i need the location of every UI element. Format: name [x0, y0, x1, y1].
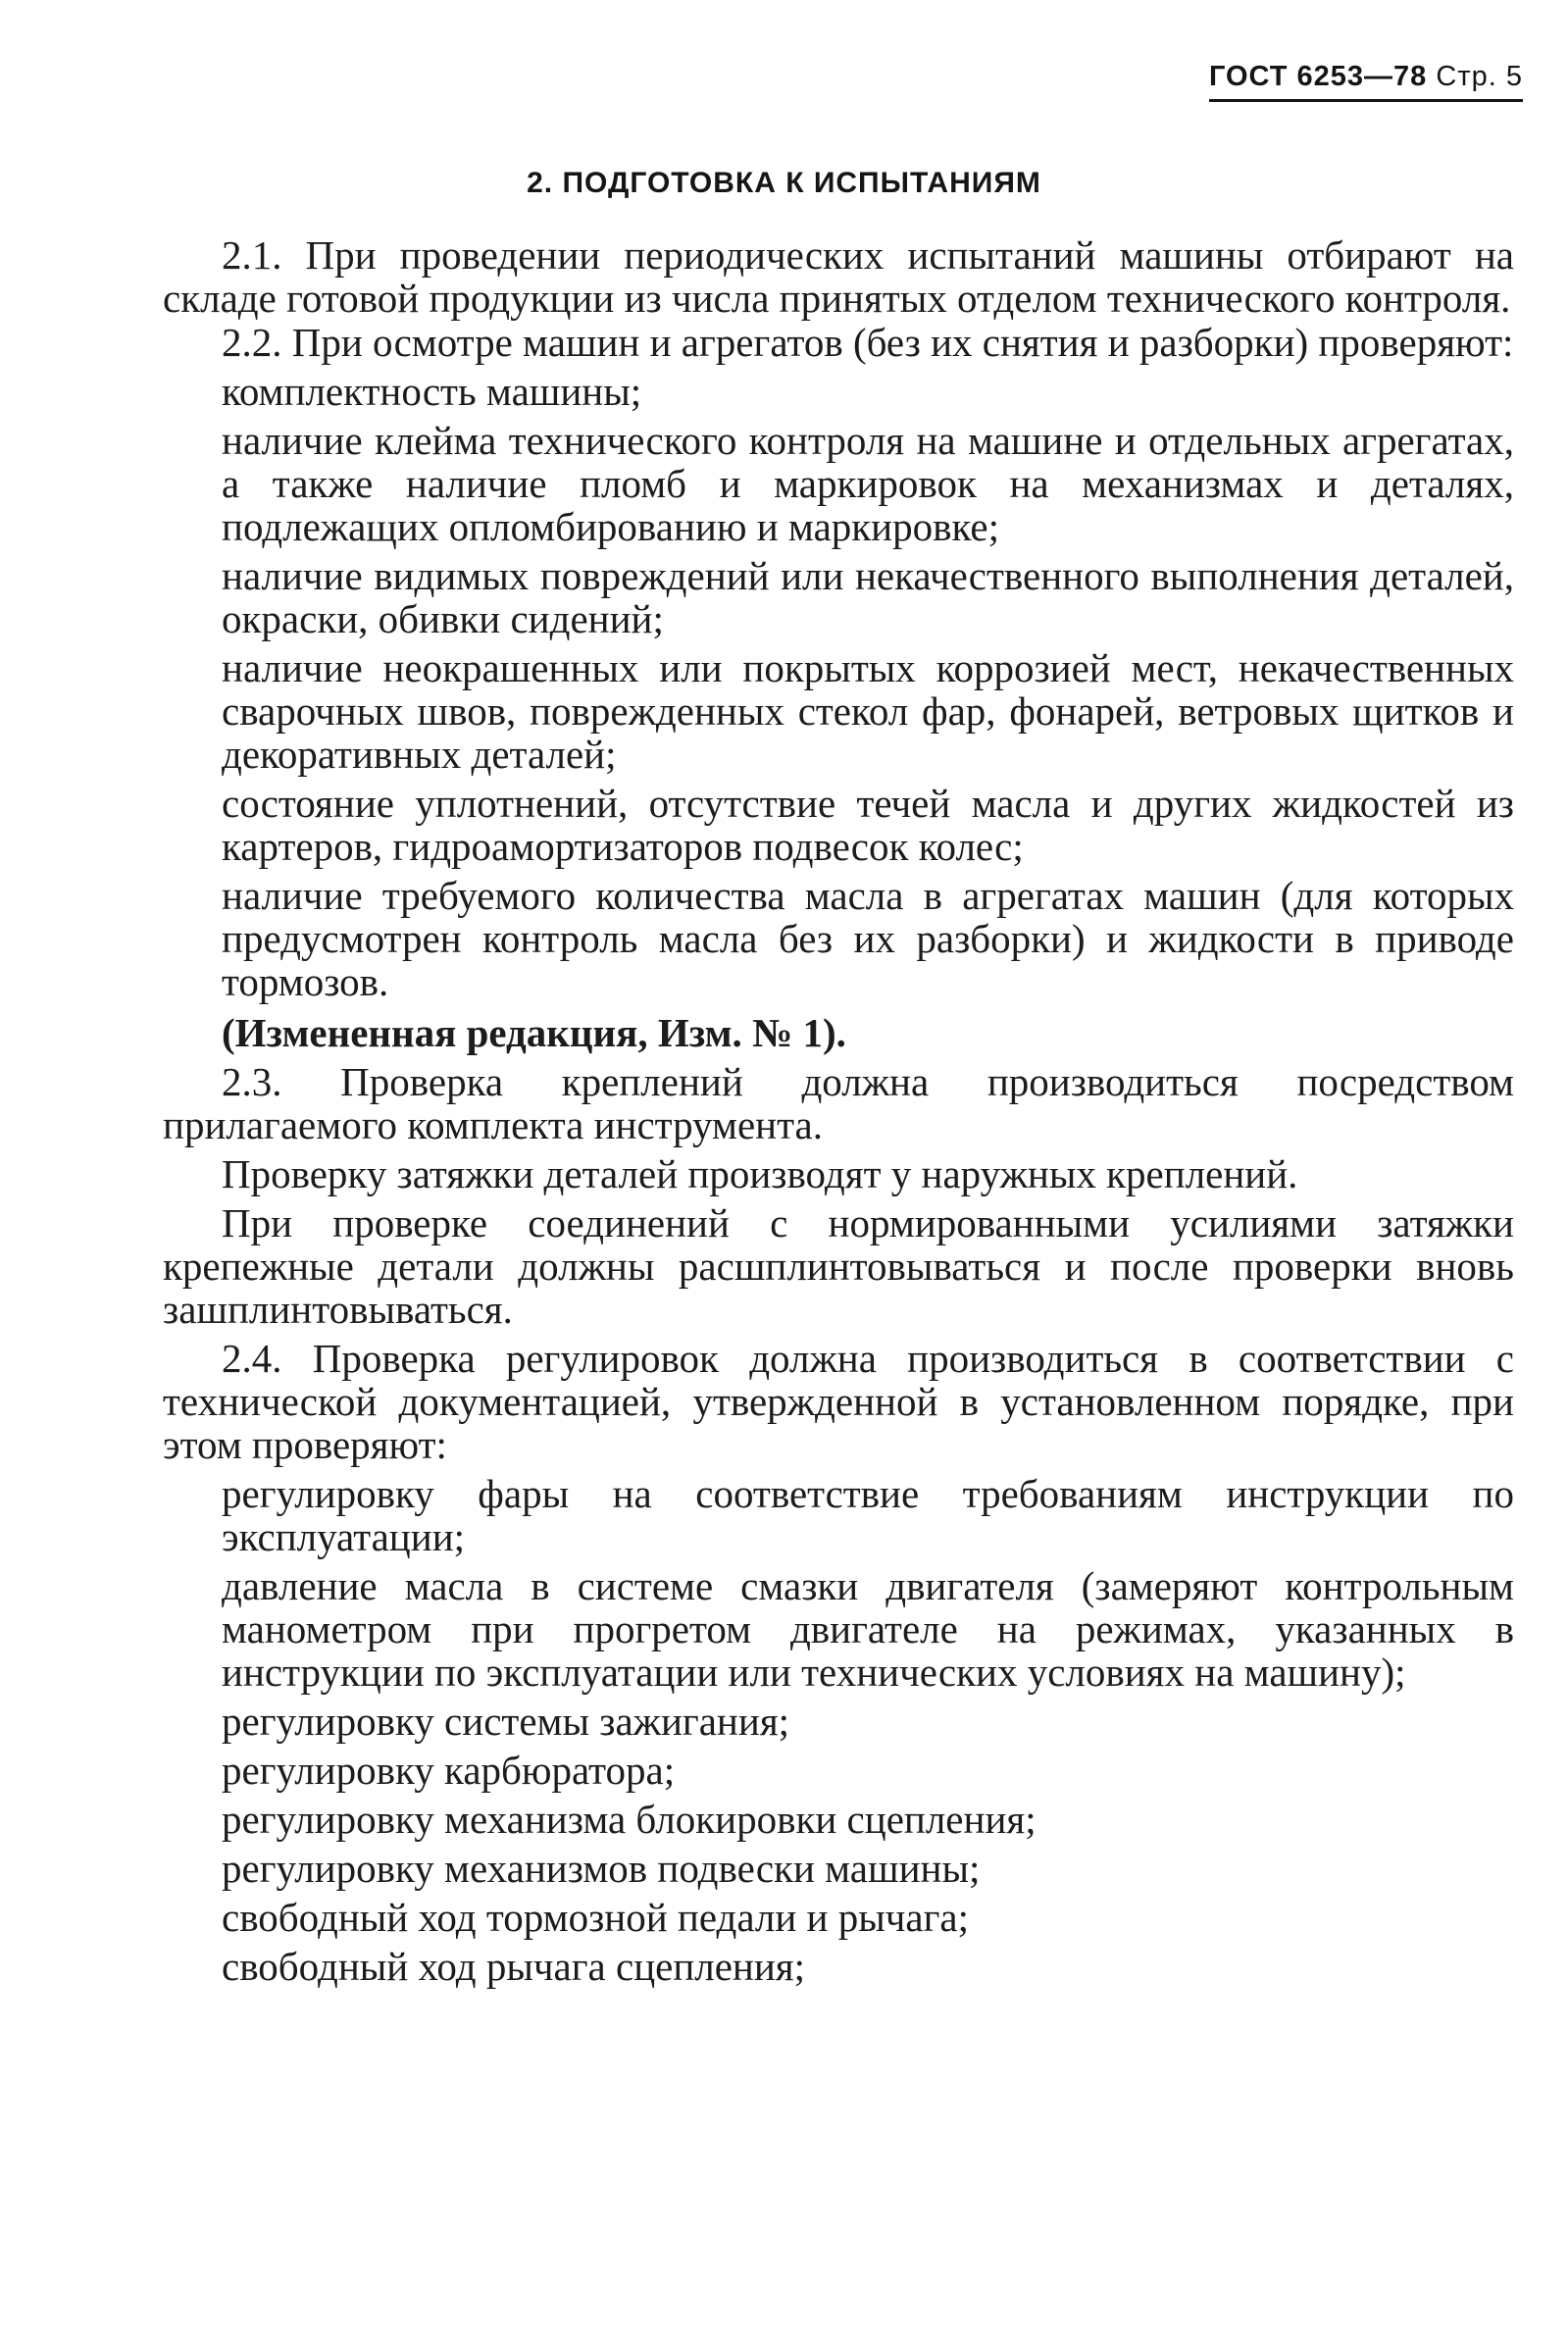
amendment-note: (Измененная редакция, Изм. № 1).: [222, 1010, 846, 1055]
list-item: свободный ход рычага сцепления;: [222, 1944, 806, 1989]
list-item: регулировку механизма блокировки сцепления;: [222, 1797, 1037, 1842]
list-item: комплектность машины;: [222, 369, 642, 414]
paragraph-2-2: 2.2. При осмотре машин и агрегатов (без их снятия и разборки) проверяют:: [222, 320, 1514, 365]
list-item: регулировку механизмов подвески машины;: [222, 1846, 981, 1891]
page-number: Стр. 5: [1436, 61, 1523, 92]
paragraph-2-3-cotter-pins: При проверке соединений с нормированными усилиями затяжки крепежные детали должны расшплинтовываться и после проверки вновь зашплинтовываться.: [163, 1200, 1514, 1332]
list-item: наличие клейма технического контроля на машине и отдельных агрегатах, а также наличие пломб и маркировок на механизмах и деталях, подлежащих опломбированию и маркировке;: [222, 418, 1514, 549]
document-body: [163, 233, 1514, 1990]
list-item: давление масла в системе смазки двигателя (замеряют контрольным манометром при прогретом двигателе на режимах, указанных в инструкции по эксплуатации или технических условиях на машину);: [222, 1563, 1514, 1695]
paragraph-2-3-tightening: Проверку затяжки деталей производят у наружных креплений.: [222, 1151, 1298, 1196]
list-item: состояние уплотнений, отсутствие течей масла и других жидкостей из картеров, гидроамортизаторов подвесок колес;: [222, 781, 1514, 869]
standard-number: ГОСТ 6253—78: [1208, 61, 1428, 92]
list-item: регулировку карбюратора;: [222, 1748, 676, 1793]
list-item: наличие видимых повреждений или некачественного выполнения деталей, окраски, обивки сидений;: [222, 553, 1514, 641]
list-item: свободный ход тормозной педали и рычага;: [222, 1895, 970, 1940]
list-item: регулировку системы зажигания;: [222, 1699, 790, 1744]
paragraph-2-3: 2.3. Проверка креплений должна производиться посредством прилагаемого комплекта инструмента.: [163, 1059, 1514, 1147]
paragraph-2-1: 2.1. При проведении периодических испытаний машины отбирают на складе готовой продукции из числа принятых отделом технического контроля.: [163, 232, 1514, 321]
list-item: наличие неокрашенных или покрытых коррозией мест, некачественных сварочных швов, поврежденных стекол фар, фонарей, ветровых щитков и декоративных деталей;: [222, 645, 1514, 777]
list-item: регулировку фары на соответствие требованиям инструкции по эксплуатации;: [222, 1471, 1514, 1559]
page-header: [1209, 61, 1523, 102]
paragraph-2-4: 2.4. Проверка регулировок должна производиться в соответствии с технической документацией, утвержденной в установленном порядке, при этом проверяют:: [163, 1336, 1514, 1467]
section-title: 2. ПОДГОТОВКА К ИСПЫТАНИЯМ: [527, 167, 1041, 199]
list-item: наличие требуемого количества масла в агрегатах машин (для которых предусмотрен контроль масла без их разборки) и жидкости в приводе тормозов.: [222, 873, 1514, 1004]
